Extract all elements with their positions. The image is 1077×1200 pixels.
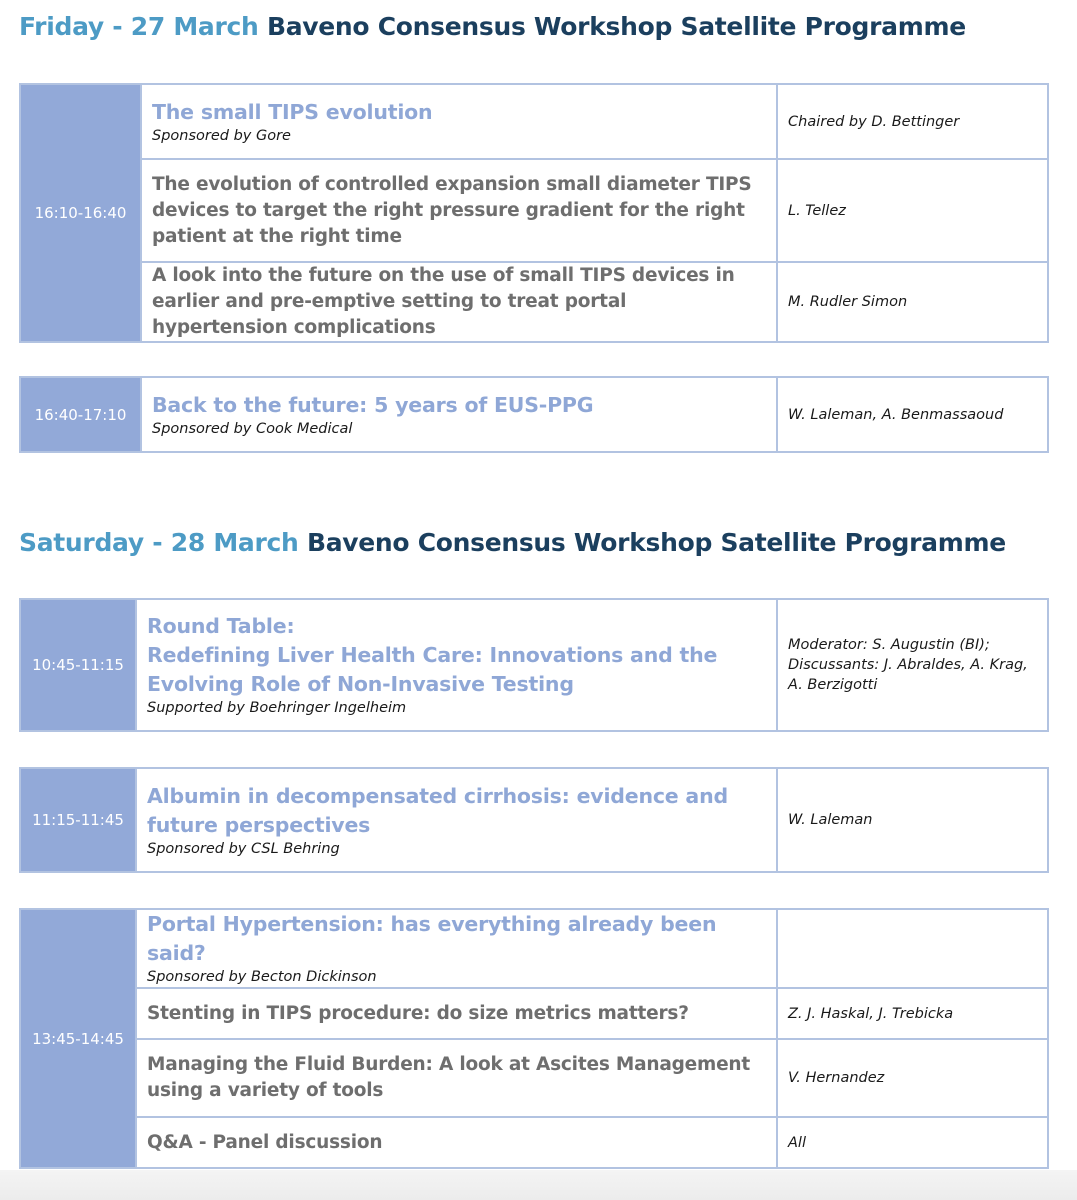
session-header — [141, 84, 777, 159]
talk-title: Managing the Fluid Burden: A look at Ascites Management using a variety of tools — [147, 1054, 751, 1101]
session-speaker: W. Laleman, A. Benmassaoud — [777, 377, 1048, 452]
session-time: 16:10-16:40 — [20, 84, 141, 342]
session-sponsor: Sponsored by CSL Behring — [147, 840, 340, 857]
talk-title: Q&A - Panel discussion — [147, 1131, 383, 1153]
friday-day-label: Friday - 27 March — [19, 12, 259, 41]
talk-row — [136, 1039, 777, 1117]
session-title: Back to the future: 5 years of EUS-PPG — [152, 392, 594, 417]
page-bottom-edge — [0, 1170, 1077, 1200]
session-header — [136, 599, 777, 731]
talk-row — [141, 159, 777, 262]
session-sponsor: Sponsored by Gore — [152, 127, 291, 144]
talk-speaker: All — [777, 1117, 1048, 1168]
talk-speaker: Z. J. Haskal, J. Trebicka — [777, 988, 1048, 1039]
talk-title: A look into the future on the use of small TIPS devices in earlier and pre-emptive setting to treat portal hypertension complications — [152, 265, 735, 338]
session-small-tips — [19, 83, 1049, 343]
talk-speaker: V. Hernandez — [777, 1039, 1048, 1117]
friday-programme-label: Baveno Consensus Workshop Satellite Programme — [266, 12, 966, 41]
session-speakers — [777, 599, 1048, 731]
session-chair: Chaired by D. Bettinger — [777, 84, 1048, 159]
talk-row — [136, 988, 777, 1039]
session-empty-speaker — [777, 909, 1048, 988]
session-title-prefix: Round Table: — [147, 614, 295, 638]
session-albumin — [19, 767, 1049, 873]
session-time: 10:45-11:15 — [20, 599, 136, 731]
session-speaker: W. Laleman — [777, 768, 1048, 872]
talk-title: Stenting in TIPS procedure: do size metrics matters? — [147, 1002, 689, 1024]
talk-speaker: M. Rudler Simon — [777, 262, 1048, 342]
talk-speaker: L. Tellez — [777, 159, 1048, 262]
session-header — [136, 768, 777, 872]
session-time: 16:40-17:10 — [20, 377, 141, 452]
saturday-programme-label: Baveno Consensus Workshop Satellite Programme — [306, 528, 1006, 557]
talk-title: The evolution of controlled expansion small diameter TIPS devices to target the right pressure gradient for the right patient at the right time — [152, 173, 752, 247]
session-title: Albumin in decompensated cirrhosis: evidence and future perspectives — [147, 783, 728, 837]
session-sponsor: Sponsored by Cook Medical — [152, 420, 353, 437]
saturday-day-label: Saturday - 28 March — [19, 528, 299, 557]
session-portal-hypertension — [19, 908, 1049, 1169]
session-sponsor: Sponsored by Becton Dickinson — [147, 969, 377, 985]
session-time: 13:45-14:45 — [20, 909, 136, 1168]
session-title: Redefining Liver Health Care: Innovations and the Evolving Role of Non-Invasive Testing — [147, 643, 718, 696]
session-title: The small TIPS evolution — [152, 99, 433, 124]
session-sponsor: Supported by Boehringer Ingelheim — [147, 700, 407, 716]
session-round-table — [19, 598, 1049, 732]
talk-row — [141, 262, 777, 342]
discussants: Discussants: J. Abraldes, A. Krag, A. Berzigotti — [788, 657, 1028, 693]
session-time: 11:15-11:45 — [20, 768, 136, 872]
session-header — [136, 909, 777, 988]
session-header — [141, 377, 777, 452]
saturday-heading — [19, 528, 1006, 557]
session-title: Portal Hypertension: has everything already been said? — [147, 912, 717, 965]
session-eus-ppg — [19, 376, 1049, 453]
talk-row — [136, 1117, 777, 1168]
friday-heading — [19, 12, 966, 41]
moderator: Moderator: S. Augustin (BI); — [788, 637, 990, 653]
